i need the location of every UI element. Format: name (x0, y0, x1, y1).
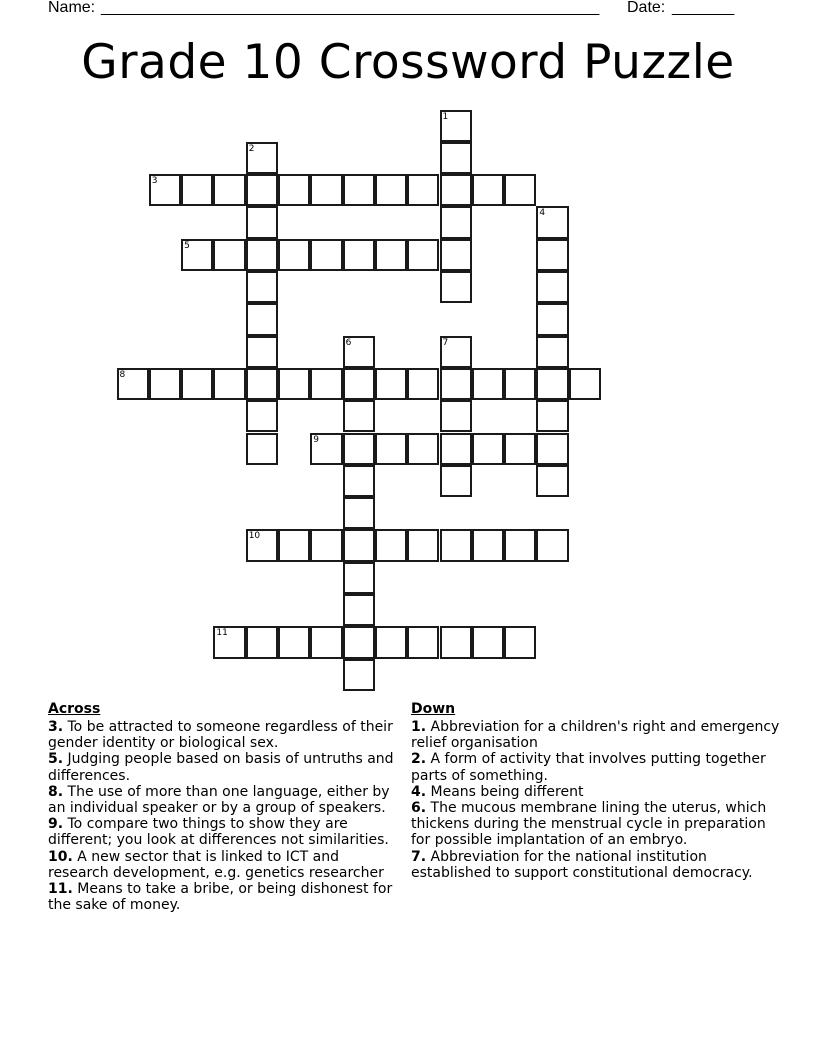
down-heading: Down (411, 701, 456, 717)
grid-cell[interactable] (536, 465, 568, 497)
grid-cell[interactable] (310, 529, 342, 561)
grid-cell[interactable] (407, 239, 439, 271)
date-label: Date: (627, 0, 666, 16)
clue-number: 8 (119, 369, 126, 380)
grid-cell[interactable] (472, 433, 504, 465)
grid-cell[interactable] (407, 174, 439, 206)
grid-cell[interactable] (246, 336, 278, 368)
clue-item (411, 784, 781, 800)
grid-cell[interactable] (246, 206, 278, 238)
grid-cell[interactable] (407, 529, 439, 561)
grid-cell[interactable] (569, 368, 601, 400)
grid-cell[interactable] (536, 368, 568, 400)
grid-cell[interactable] (343, 368, 375, 400)
grid-cell[interactable] (310, 433, 342, 465)
grid-cell[interactable] (246, 239, 278, 271)
grid-cell[interactable] (343, 336, 375, 368)
clue-text: A new sector that is linked to ICT and research development, e.g. genetics researcher (48, 848, 384, 881)
grid-cell[interactable] (440, 465, 472, 497)
grid-cell[interactable] (278, 529, 310, 561)
clue-number: 2. (411, 751, 427, 768)
grid-cell[interactable] (181, 368, 213, 400)
clue-number: 11. (48, 881, 73, 898)
clue-number: 10 (248, 531, 261, 542)
grid-cell[interactable] (440, 239, 472, 271)
grid-cell[interactable] (343, 562, 375, 594)
across-clues (48, 700, 404, 913)
clue-number: 4. (411, 783, 427, 800)
grid-cell[interactable] (440, 142, 472, 174)
page-title: Grade 10 Crossword Puzzle (81, 35, 735, 90)
clue-number: 9. (48, 816, 64, 833)
grid-cell[interactable] (310, 368, 342, 400)
grid-cell[interactable] (536, 433, 568, 465)
clue-item (48, 784, 404, 816)
grid-cell[interactable] (343, 659, 375, 691)
grid-cell[interactable] (246, 400, 278, 432)
clue-text: The use of more than one language, either by an individual speaker or by a group of speakers. (48, 783, 390, 817)
grid-cell[interactable] (375, 433, 407, 465)
clue-number: 5. (48, 751, 64, 768)
grid-cell[interactable] (440, 433, 472, 465)
grid-cell[interactable] (213, 239, 245, 271)
clue-number: 11 (216, 628, 228, 639)
clue-item (411, 849, 781, 881)
grid-cell[interactable] (343, 465, 375, 497)
clue-text: A form of activity that involves putting together parts of something. (411, 751, 766, 784)
grid-cell[interactable] (213, 368, 245, 400)
clue-number: 10. (48, 848, 73, 865)
grid-cell[interactable] (278, 368, 310, 400)
grid-cell[interactable] (343, 174, 375, 206)
name-field[interactable]: ________________________________________________________ (101, 0, 600, 16)
grid-cell[interactable] (181, 239, 213, 271)
grid-cell[interactable] (504, 529, 536, 561)
grid-cell[interactable] (504, 626, 536, 658)
grid-cell[interactable] (246, 529, 278, 561)
grid-cell[interactable] (407, 626, 439, 658)
grid-cell[interactable] (278, 239, 310, 271)
grid-cell[interactable] (536, 400, 568, 432)
clue-number: 6. (411, 800, 427, 817)
grid-cell[interactable] (343, 433, 375, 465)
grid-cell[interactable] (310, 626, 342, 658)
clue-item (411, 719, 781, 751)
grid-cell[interactable] (440, 336, 472, 368)
grid-cell[interactable] (536, 239, 568, 271)
clue-item (48, 751, 404, 783)
date-field[interactable]: _______ (672, 0, 735, 16)
grid-cell[interactable] (343, 497, 375, 529)
across-heading: Across (48, 701, 101, 717)
grid-cell[interactable] (472, 626, 504, 658)
grid-cell[interactable] (246, 626, 278, 658)
grid-cell[interactable] (246, 271, 278, 303)
grid-cell[interactable] (440, 174, 472, 206)
grid-cell[interactable] (440, 400, 472, 432)
clue-item (411, 751, 781, 783)
clue-item (48, 849, 404, 881)
clue-number: 7. (411, 848, 427, 865)
grid-cell[interactable] (375, 626, 407, 658)
grid-cell[interactable] (440, 368, 472, 400)
clue-number: 3. (48, 719, 64, 735)
grid-cell[interactable] (310, 239, 342, 271)
grid-cell[interactable] (504, 174, 536, 206)
grid-cell[interactable] (472, 529, 504, 561)
clue-number: 7 (442, 337, 449, 348)
clue-number: 3 (151, 176, 158, 187)
grid-cell[interactable] (278, 626, 310, 658)
grid-cell[interactable] (246, 433, 278, 465)
clue-text: Means to take a bribe, or being dishonest for the sake of money. (48, 881, 393, 914)
grid-cell[interactable] (343, 239, 375, 271)
grid-cell[interactable] (375, 368, 407, 400)
grid-cell[interactable] (440, 206, 472, 238)
clue-text: To compare two things to show they are different; you look at differences not similarities. (48, 816, 389, 849)
clue-number: 9 (313, 434, 320, 445)
grid-cell[interactable] (536, 206, 568, 238)
grid-cell[interactable] (246, 142, 278, 174)
clue-text: Means being different (426, 783, 584, 800)
grid-cell[interactable] (536, 303, 568, 335)
clue-text: To be attracted to someone regardless of their gender identity or biological sex. (48, 719, 393, 752)
grid-cell[interactable] (310, 174, 342, 206)
grid-cell[interactable] (407, 433, 439, 465)
grid-cell[interactable] (149, 174, 181, 206)
grid-cell[interactable] (440, 626, 472, 658)
grid-cell[interactable] (536, 336, 568, 368)
grid-cell[interactable] (375, 174, 407, 206)
down-clues (411, 700, 781, 881)
clue-number: 6 (345, 337, 352, 348)
clue-number: 2 (248, 143, 255, 154)
grid-cell[interactable] (440, 110, 472, 142)
grid-cell[interactable] (181, 174, 213, 206)
grid-cell[interactable] (343, 626, 375, 658)
grid-cell[interactable] (246, 368, 278, 400)
grid-cell[interactable] (375, 529, 407, 561)
clue-text: Judging people based on basis of untruths and differences. (48, 751, 394, 784)
grid-cell[interactable] (213, 626, 245, 658)
grid-cell[interactable] (117, 368, 149, 400)
grid-cell[interactable] (504, 433, 536, 465)
clue-number: 4 (539, 208, 546, 219)
grid-cell[interactable] (246, 174, 278, 206)
name-label: Name: (48, 0, 96, 16)
down-clue-list (411, 719, 781, 881)
grid-cell[interactable] (440, 271, 472, 303)
grid-cell[interactable] (536, 529, 568, 561)
grid-cell[interactable] (343, 529, 375, 561)
grid-cell[interactable] (440, 529, 472, 561)
grid-cell[interactable] (343, 400, 375, 432)
clue-text: The mucous membrane lining the uterus, which thickens during the menstrual cycle in preparation for possible implantation of an embryo. (411, 800, 767, 849)
grid-cell[interactable] (343, 594, 375, 626)
clue-text: Abbreviation for the national institution established to support constitutional democracy. (411, 848, 753, 881)
clue-item (48, 881, 404, 913)
grid-cell[interactable] (149, 368, 181, 400)
clue-number: 8. (48, 783, 64, 800)
grid-cell[interactable] (472, 174, 504, 206)
clue-text: Abbreviation for a children's right and emergency relief organisation (411, 719, 780, 752)
grid-cell[interactable] (278, 174, 310, 206)
grid-cell[interactable] (504, 368, 536, 400)
grid-cell[interactable] (213, 174, 245, 206)
grid-cell[interactable] (246, 303, 278, 335)
clue-item (48, 816, 404, 848)
clue-number: 5 (184, 240, 190, 251)
clue-item (411, 800, 781, 849)
clue-item (48, 719, 404, 751)
grid-cell[interactable] (407, 368, 439, 400)
grid-cell[interactable] (472, 368, 504, 400)
across-clue-list (48, 719, 404, 913)
clue-number: 1 (442, 111, 449, 122)
clue-number: 1. (411, 719, 427, 735)
grid-cell[interactable] (536, 271, 568, 303)
grid-cell[interactable] (375, 239, 407, 271)
